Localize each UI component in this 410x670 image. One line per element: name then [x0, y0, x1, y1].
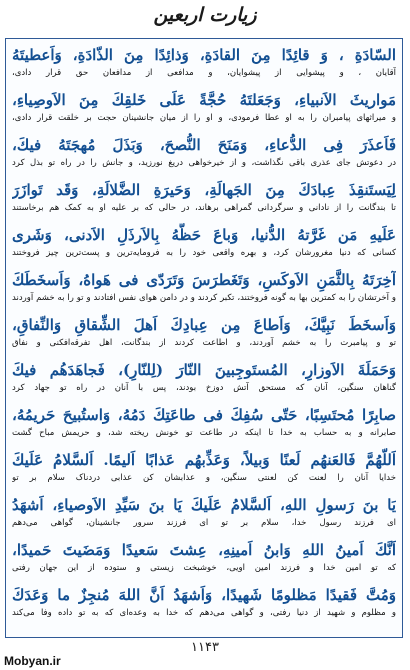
- persian-translation: گناهان سنگین، آنان که مستحق آتش دوزخ بودند، پس با آنان در راه تو جهاد کرد: [12, 383, 396, 393]
- persian-translation: و آخرتشان را به کمترین بها به گونه فروختند، تکبر کردند و در دامن هوای نفس افتادند و تو را به خشم آوردند: [12, 293, 396, 303]
- persian-translation: و مظلوم و شهید از دنیا رفتی، و گواهی می‌دهم که خدا به وعده‌ای که به تو داده وفا می‌کند: [12, 608, 396, 618]
- text-frame: [5, 38, 403, 638]
- arabic-text: صابِرًا مُحتَسِبًا، حَتّی سُفِكَ فی طاعَتِكَ دَمُهُ، وَاستُبیحَ حَریمُهُ،: [12, 406, 396, 424]
- persian-translation: و میراثهای پیامبران را به او عطا فرمودی، و او را از میان جانشینان حجت بر خلقت قرار دادی،: [12, 113, 396, 123]
- arabic-text: وَمُتَّ فَقیدًا مَظلومًا شَهیدًا، وَاَشهَدُ اَنَّ اللهَ مُنجِزٌ ما وَعَدَكَ: [12, 586, 396, 604]
- arabic-text: وَاَسخَطَ نَبِیَّكَ، وَاَطاعَ مِن عِبادِكَ اَهلَ الشِّقاقِ وَالنِّفاقِ،: [12, 316, 396, 334]
- persian-translation: که تو امین خدا و فرزند امین اویی، خوشبخت زیستی و ستوده از این جهان رفتی: [12, 563, 396, 573]
- persian-translation: تا بندگانت را از نادانی و سرگردانی گمراهی برهاند، در حالی که بر علیه او به کمک هم برخاستند: [12, 203, 396, 213]
- arabic-text: یَا بنَ رَسولِ اللهِ، اَلسَّلامُ عَلَیكَ یَا بنَ سَیِّدِ الاَوصیاءِ، اَشهَدُ: [12, 496, 396, 514]
- persian-translation: خدایا آنان را لعنت کن لعنتی سنگین، و عذابشان کن عذابی دردناک سلام بر تو: [12, 473, 396, 483]
- arabic-text: آخِرَتَهُ بِالثَّمَنِ الاَوكَسِ، وَتَغَطرَسَ وَتَرَدّی فی هَواهُ، وَاَسخَطَكَ: [12, 271, 396, 289]
- arabic-text: اَنَّكَ اَمینُ اللهِ وَابنُ اَمینِهِ، عِشتَ سَعیدًا وَمَضَیتَ حَمیدًا،: [12, 541, 396, 559]
- arabic-text: اَللّهُمَّ فَالعَنهُم لَعنًا وَبیلاً، وَعَذِّبهُم عَذابًا اَلیمًا. اَلسَّلامُ عَلَیكَ: [12, 451, 396, 469]
- page-title: زیارت اربعین: [153, 4, 257, 26]
- persian-translation: آقایان ، و پیشوایی از پیشوایان، و مدافعی از مدافعان حق قرار دادی،: [12, 68, 396, 78]
- persian-translation: تو و پیامبرت را به خشم آوردند، و اطاعت کردند از بندگانت، اهل تفرقه‌افکنی و نفاق: [12, 338, 396, 348]
- arabic-text: فَاَعذَرَ فِی الدُّعاءِ، وَمَنَحَ النُّصحَ، وَبَذَلَ مُهجَتَهُ فیكَ،: [12, 136, 396, 154]
- arabic-text: وَحَمَلَةَ الاَوزارِ، المُستَوجِبینَ النّارَ (لِلنّارِ)، فَجاهَدَهُم فیكَ: [12, 361, 396, 379]
- persian-translation: در دعوتش جای عذری باقی نگذاشت، و از خیرخواهی دریغ نورزید، و جانش را در راه تو بذل کرد: [12, 158, 396, 168]
- persian-translation: ای فرزند رسول خدا، سلام بر تو ای فرزند سرور جانشینان، گواهی می‌دهم: [12, 518, 396, 528]
- persian-translation: صابرانه و به حساب به خدا تا اینکه در طاعت تو خونش ریخته شد، و حریمش مباح گشت: [12, 428, 396, 438]
- page-number: ۱۱۴۳: [191, 640, 219, 655]
- persian-translation: کسانی که دنیا مغرورشان کرد، و بهره واقعی خود را به فرومایه‌ترین و پست‌ترین چیز فروختند: [12, 248, 396, 258]
- arabic-text: السّادَةِ ، وَ قائِدًا مِنَ القادَةِ، وَذائِدًا مِنَ الذّادَةِ، وَاَعطیتَهُ: [12, 46, 396, 64]
- arabic-text: عَلَیهِ مَن غَرَّتهُ الدُّنیا، وَباعَ حَظَّهُ بِالاَرذَلِ الاَدنی، وَشَری: [12, 226, 396, 244]
- site-watermark[interactable]: Mobyan.ir: [4, 654, 61, 668]
- arabic-text: لِیَستَنقِذَ عِبادَكَ مِنَ الجَهالَةِ، وَحَیرَةِ الضَّلالَةِ، وَقَد تَوازَرَ: [12, 181, 396, 199]
- arabic-text: مَواریثَ الاَنبیاءِ، وَجَعَلتَهُ حُجَّةً عَلَی خَلقِكَ مِنَ الاَوصِیاءِ،: [12, 91, 396, 109]
